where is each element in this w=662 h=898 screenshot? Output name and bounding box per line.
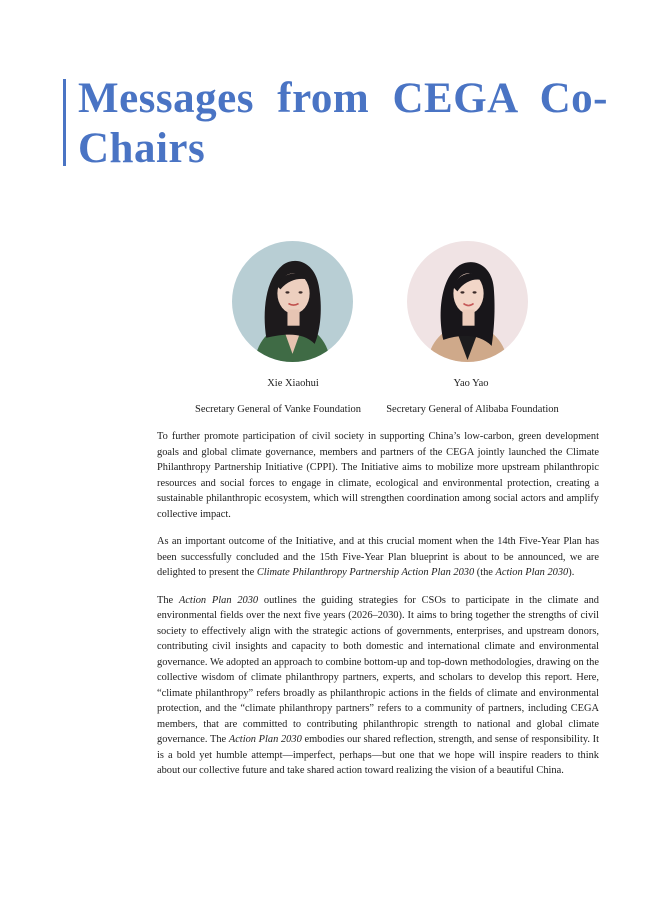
paragraph-2 — [157, 534, 599, 581]
italic-report-title: Climate Philanthropy Partnership Action Plan 2030 — [256, 567, 475, 578]
paragraph-3-text: outlines the guiding strategies for CSOs to participate in the climate and environmental fields over the next five years (2026–2030). It aims to bring together the strengths of civil society to effectively align with the strategic actions of governments, enterprises, and upstream donors, contributing civil insights and capacity to both domestic and international climate and environmental governance. We adopted an approach to combine bottom-up and top-down methodologies, drawing on the collective wisdom of climate philanthropy partners, experts, and scholars to develop this report. Here, “climate philanthropy” refers broadly as philanthropic actions in the fields of climate and environmental protection, and the “climate philanthropy partners” refers to a community of partners, including CEGA members, that are committed to contributing philanthropic strength to national and global climate governance. The — [157, 594, 599, 745]
page-title: Messages from CEGA Co-Chairs — [78, 75, 608, 172]
paragraph-1: To further promote participation of civil society in supporting China’s low-carbon, green development goals and global climate governance, members and partners of the CEGA jointly launched the Climate Philanthropy Partnership Initiative (CPPI). The Initiative aims to mobilize more upstream philanthropic resources and social forces to engage in climate, ecological and environmental protection, creating a sustainable philanthropic ecosystem, which will strengthen coordination among social actors and amplify collective impact. — [157, 431, 599, 520]
cochair-name-2: Yao Yao — [453, 378, 489, 389]
portrait-image — [232, 241, 353, 362]
portrait-image — [407, 241, 528, 362]
italic-short-title: Action Plan 2030 — [178, 594, 259, 606]
message-body — [157, 429, 599, 791]
italic-short-title: Action Plan 2030 — [495, 567, 569, 578]
paragraph-3-text: The — [157, 594, 179, 606]
title-accent-bar — [63, 79, 66, 166]
paragraph-3 — [157, 593, 599, 779]
paragraph-2-text: As an important outcome of the Initiative, and at this crucial moment when the 14th Five-Year Plan has been successfully concluded and the 15th Five-Year Plan blueprint is about to be announced, we are delighted to present the — [157, 536, 599, 578]
portrait-yao-yao — [407, 241, 528, 362]
portrait-xie-xiaohui — [232, 241, 353, 362]
cochair-name-1: Xie Xiaohui — [267, 378, 319, 389]
paragraph-2-text: ). — [568, 567, 575, 578]
italic-short-title: Action Plan 2030 — [228, 734, 302, 745]
paragraph-3-text: embodies our shared reflection, strength, and sense of responsibility. It is a bold yet humble attempt—imperfect, perhaps—but one that we hope will inspire readers to think about our collective future and take shared action toward realizing the vision of a beautiful China. — [157, 734, 599, 776]
cochair-role-2: Secretary General of Alibaba Foundation — [386, 404, 559, 415]
cochair-role-1: Secretary General of Vanke Foundation — [194, 404, 361, 415]
paragraph-2-text: (the — [474, 567, 496, 578]
